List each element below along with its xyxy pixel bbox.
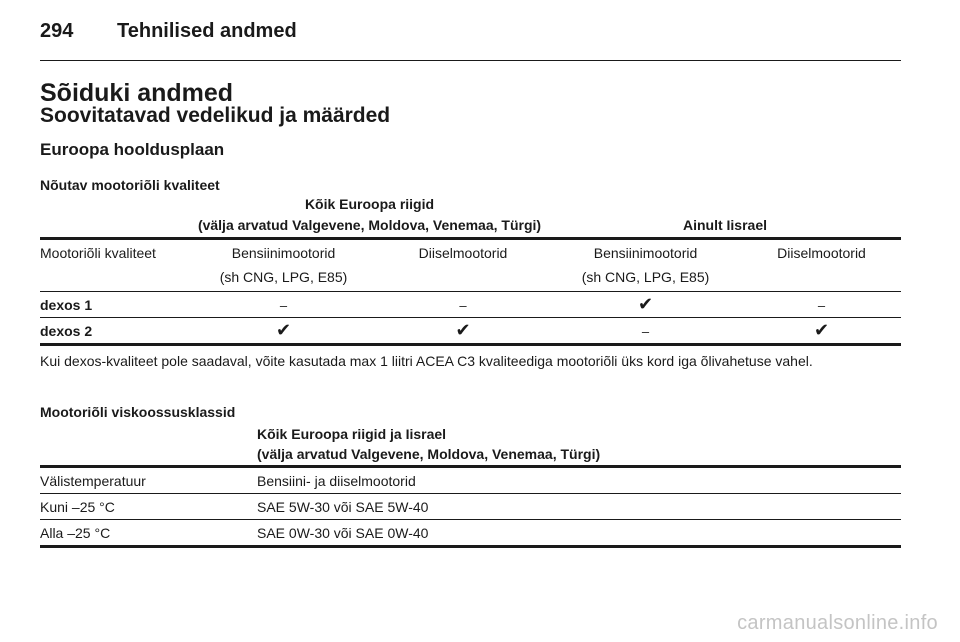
column-header: Bensiinimootorid [231,245,336,261]
check-icon: ✔ [275,320,292,340]
check-icon: ✔ [813,320,830,340]
oil-quality-label: Nõutav mootoriõli kvaliteet [40,177,220,193]
row-label: dexos 1 [40,292,190,318]
column-subtext: (sh CNG, LPG, E85) [190,265,377,292]
column-subtext: (sh CNG, LPG, E85) [549,265,742,292]
temperature-cell: Alla –25 °C [40,520,257,547]
column-header: Välistemperatuur [40,467,257,494]
viscosity-group-heading: Kõik Euroopa riigid ja Iisrael [257,426,447,442]
viscosity-label: Mootoriõli viskoossusklassid [40,404,236,420]
viscosity-cell: SAE 5W-30 või SAE 5W-40 [257,494,901,520]
check-icon: ✔ [455,320,471,340]
europe-group-heading-exceptions: (välja arvatud Valgevene, Moldova, Venemaa, Türgi) [190,213,549,239]
europe-group-heading: Kõik Euroopa riigid [304,196,435,212]
check-icon: ✔ [637,294,654,314]
manual-page [40,0,901,642]
row-label: dexos 2 [40,318,190,345]
column-header: Bensiini- ja diiselmootorid [257,467,901,494]
cell-value: – [817,297,826,313]
table-row [40,318,901,345]
page-header [40,20,297,43]
column-header: Mootoriõli kvaliteet [40,245,156,261]
cell-value: – [279,297,288,313]
column-header: Diiselmootorid [777,245,866,261]
table-row [40,494,901,520]
viscosity-table [40,423,901,548]
oil-quality-table [40,193,901,346]
page-number: 294 [40,20,74,42]
column-header: Bensiinimootorid [593,245,698,261]
cell-value: – [641,323,650,339]
table-header-row [40,467,901,494]
viscosity-cell: SAE 0W-30 või SAE 0W-40 [257,520,901,547]
cell-value: – [459,297,467,313]
substitute-oil-note: Kui dexos-kvaliteet pole saadaval, võite kasutada max 1 liitri ACEA C3 kvaliteediga mootoriõli üks kord iga õlivahetuse vahel. [40,353,813,369]
page-subtitle: Soovitatavad vedelikud ja määrded [40,104,391,127]
site-watermark: carmanualsonline.info [737,612,938,634]
plan-heading: Euroopa hooldusplaan [40,140,225,159]
section-title: Tehnilised andmed [117,20,297,42]
table-row [40,520,901,547]
viscosity-group-heading-exceptions: (välja arvatud Valgevene, Moldova, Venemaa, Türgi) [257,443,901,467]
temperature-cell: Kuni –25 °C [40,494,257,520]
israel-group-heading: Ainult Iisrael [549,213,901,239]
page-title: Sõiduki andmed [40,79,234,107]
column-header: Diiselmootorid [418,245,508,261]
header-divider [40,60,901,61]
table-row [40,292,901,318]
